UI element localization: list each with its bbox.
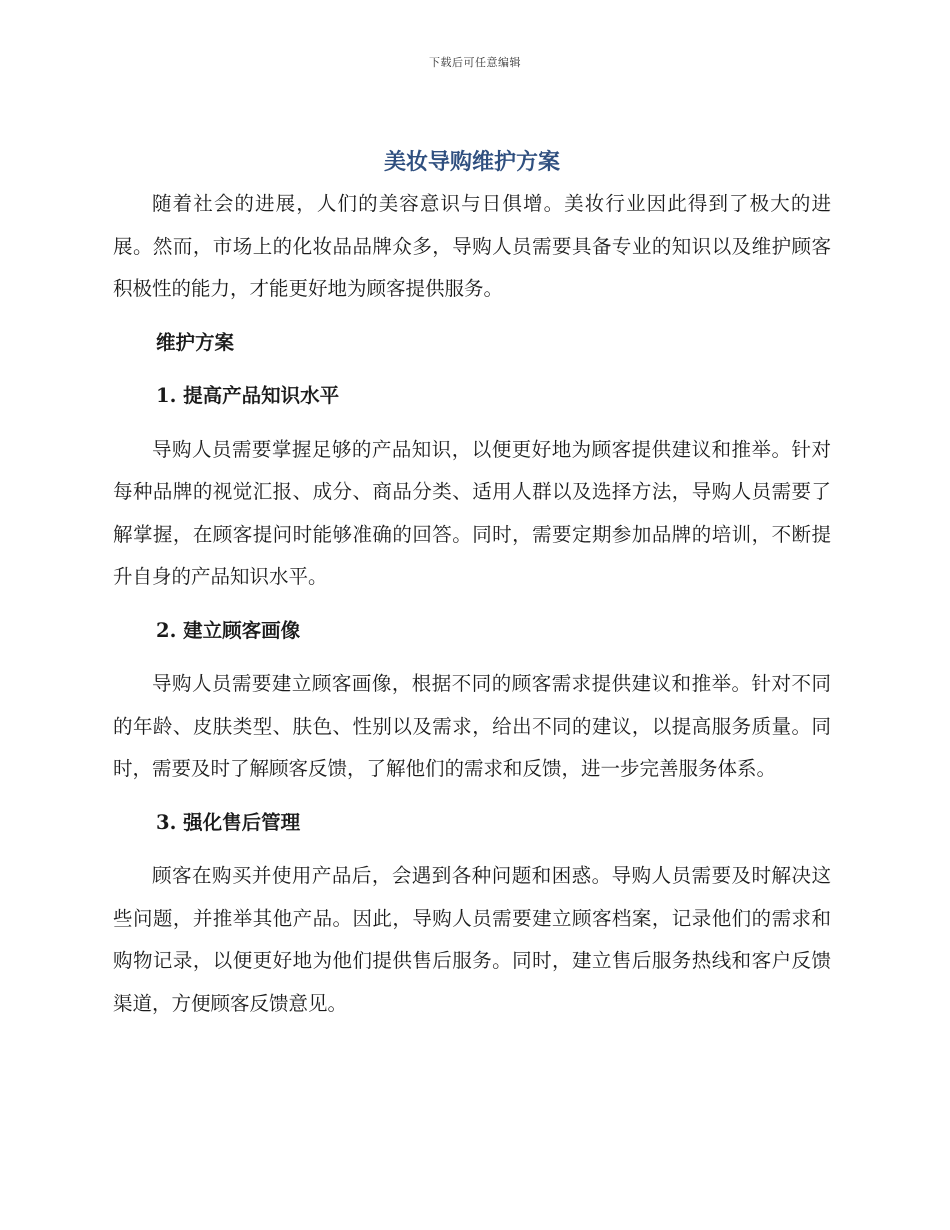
section-body-1: 导购人员需要掌握足够的产品知识，以便更好地为顾客提供建议和推举。针对每种品牌的视觉汇报、成分、商品分类、适用人群以及选择方法，导购人员需要了解掌握，在顾客提问时能够准确的回答。同时，需要定期参加品牌的培训，不断提升自身的产品知识水平。 <box>113 437 831 588</box>
document-title: 美妆导购维护方案 <box>383 150 560 175</box>
section-body-3: 顾客在购买并使用产品后，会遇到各种问题和困惑。导购人员需要及时解决这些问题，并推举其他产品。因此，导购人员需要建立顾客档案，记录他们的需求和购物记录，以便更好地为他们提供售后服务。同时，建立售后服务热线和客户反馈渠道，方便顾客反馈意见。 <box>113 864 831 1015</box>
intro-paragraph: 随着社会的进展，人们的美容意识与日俱增。美妆行业因此得到了极大的进展。然而，市场上的化妆品品牌众多，导购人员需要具备专业的知识以及维护顾客积极性的能力，才能更好地为顾客提供服务。 <box>113 192 831 300</box>
section-heading-3: 3. 强化售后管理 <box>156 810 301 834</box>
page-header: 下载后可任意编辑 <box>429 56 521 69</box>
section-heading-1: 1. 提高产品知识水平 <box>156 384 340 407</box>
section-title: 维护方案 <box>156 330 235 354</box>
section-body-2: 导购人员需要建立顾客画像，根据不同的顾客需求提供建议和推举。针对不同的年龄、皮肤类型、肤色、性别以及需求，给出不同的建议，以提高服务质量。同时，需要及时了解顾客反馈，了解他们的需求和反馈，进一步完善服务体系。 <box>113 672 831 780</box>
section-heading-2: 2. 建立顾客画像 <box>156 618 301 642</box>
document-body <box>113 143 831 1036</box>
